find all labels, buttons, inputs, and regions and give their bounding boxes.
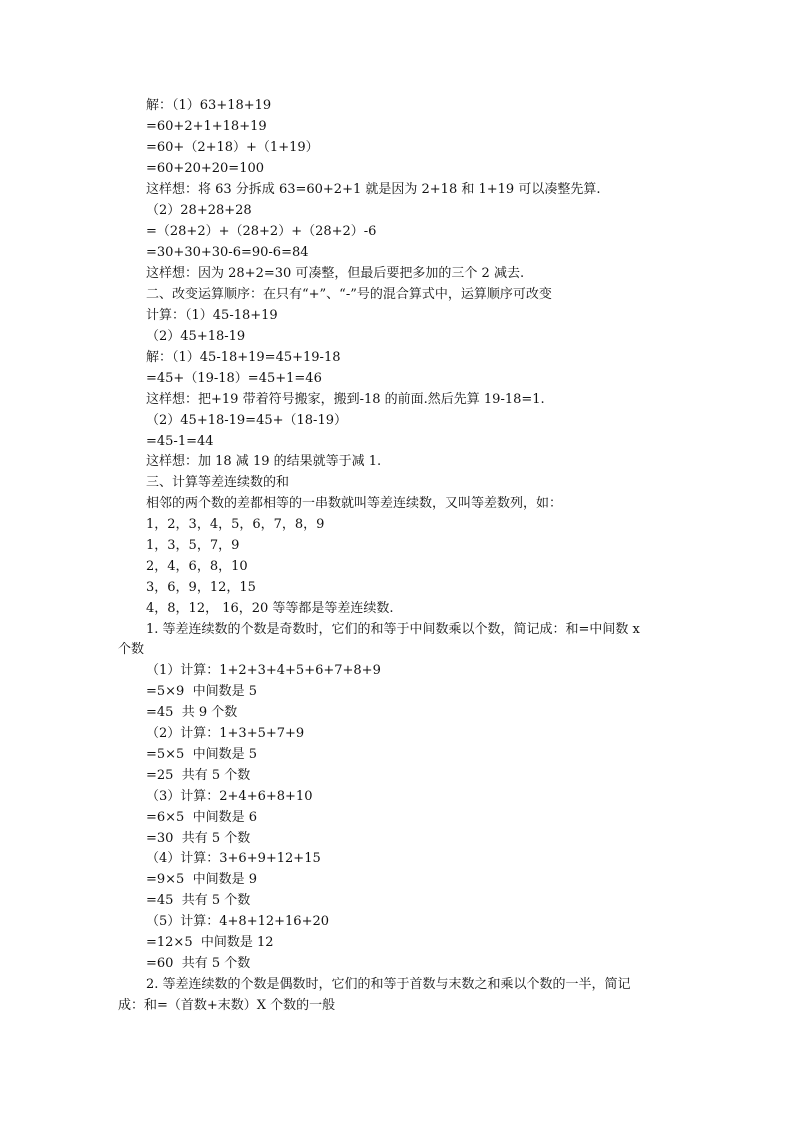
text-line: =5×5 中间数是 5 xyxy=(146,747,257,762)
sequence-line: 1，3，5，7，9 xyxy=(146,538,240,553)
text-line: =25 共有 5 个数 xyxy=(146,768,251,783)
text-line: 相邻的两个数的差都相等的一串数就叫等差连续数，又叫等差数列，如： xyxy=(146,496,563,511)
text-line: 计算：（1）45-18+19 xyxy=(146,308,278,323)
text-line: （2）计算：1+3+5+7+9 xyxy=(146,726,305,741)
text-line: =60+20+20=100 xyxy=(146,161,265,176)
text-line: 解：（1）63+18+19 xyxy=(146,98,272,113)
text-line: 1. 等差连续数的个数是奇数时，它们的和等于中间数乘以个数，简记成：和=中间数 x xyxy=(146,622,640,637)
text-line: （1）计算：1+2+3+4+5+6+7+8+9 xyxy=(146,663,381,678)
section-heading: 二、改变运算顺序：在只有“+”、“-”号的混合算式中，运算顺序可改变 xyxy=(146,287,552,302)
sequence-line: 1，2，3，4，5，6，7，8，9 xyxy=(146,517,325,532)
text-line: =60+（2+18）+（1+19） xyxy=(146,140,319,155)
text-line: =6×5 中间数是 6 xyxy=(146,810,257,825)
text-line: （2）28+28+28 xyxy=(146,203,252,218)
text-line: =45+（19-18）=45+1=46 xyxy=(146,371,322,386)
text-line: （3）计算：2+4+6+8+10 xyxy=(146,789,313,804)
text-line: 成：和=（首数+末数）X 个数的一般 xyxy=(118,998,336,1013)
text-line: =12×5 中间数是 12 xyxy=(146,935,274,950)
text-line: =30 共有 5 个数 xyxy=(146,831,251,846)
text-line: 这样想：把+19 带着符号搬家，搬到-18 的前面.然后先算 19-18=1. xyxy=(146,392,545,407)
text-line: 个数 xyxy=(118,642,145,657)
text-line: =60+2+1+18+19 xyxy=(146,119,267,134)
sequence-line: 4，8，12， 16，20 等等都是等差连续数. xyxy=(146,601,394,616)
text-line: =60 共有 5 个数 xyxy=(146,956,251,971)
text-line: =45 共有 5 个数 xyxy=(146,893,251,908)
text-line: （4）计算：3+6+9+12+15 xyxy=(146,851,321,866)
text-line: 解：（1）45-18+19=45+19-18 xyxy=(146,350,341,365)
text-line: =9×5 中间数是 9 xyxy=(146,872,257,887)
text-line: 这样想：加 18 减 19 的结果就等于减 1. xyxy=(146,454,382,469)
text-line: （2）45+18-19 xyxy=(146,329,246,344)
text-line: 这样想：因为 28+2=30 可凑整，但最后要把多加的三个 2 减去. xyxy=(146,266,525,281)
section-heading: 三、计算等差连续数的和 xyxy=(146,475,290,490)
text-line: 2. 等差连续数的个数是偶数时，它们的和等于首数与末数之和乘以个数的一半，简记 xyxy=(146,977,631,992)
text-line: =5×9 中间数是 5 xyxy=(146,684,257,699)
text-line: =45 共 9 个数 xyxy=(146,705,238,720)
text-line: 这样想：将 63 分拆成 63=60+2+1 就是因为 2+18 和 1+19 可以凑整先算. xyxy=(146,182,601,197)
text-line: （5）计算：4+8+12+16+20 xyxy=(146,914,330,929)
text-line: =（28+2）+（28+2）+（28+2）-6 xyxy=(146,224,377,239)
text-line: =30+30+30-6=90-6=84 xyxy=(146,245,309,260)
text-line: （2）45+18-19=45+（18-19） xyxy=(146,413,347,428)
sequence-line: 3，6，9，12，15 xyxy=(146,580,256,595)
sequence-line: 2，4，6，8，10 xyxy=(146,559,248,574)
text-line: =45-1=44 xyxy=(146,434,214,449)
